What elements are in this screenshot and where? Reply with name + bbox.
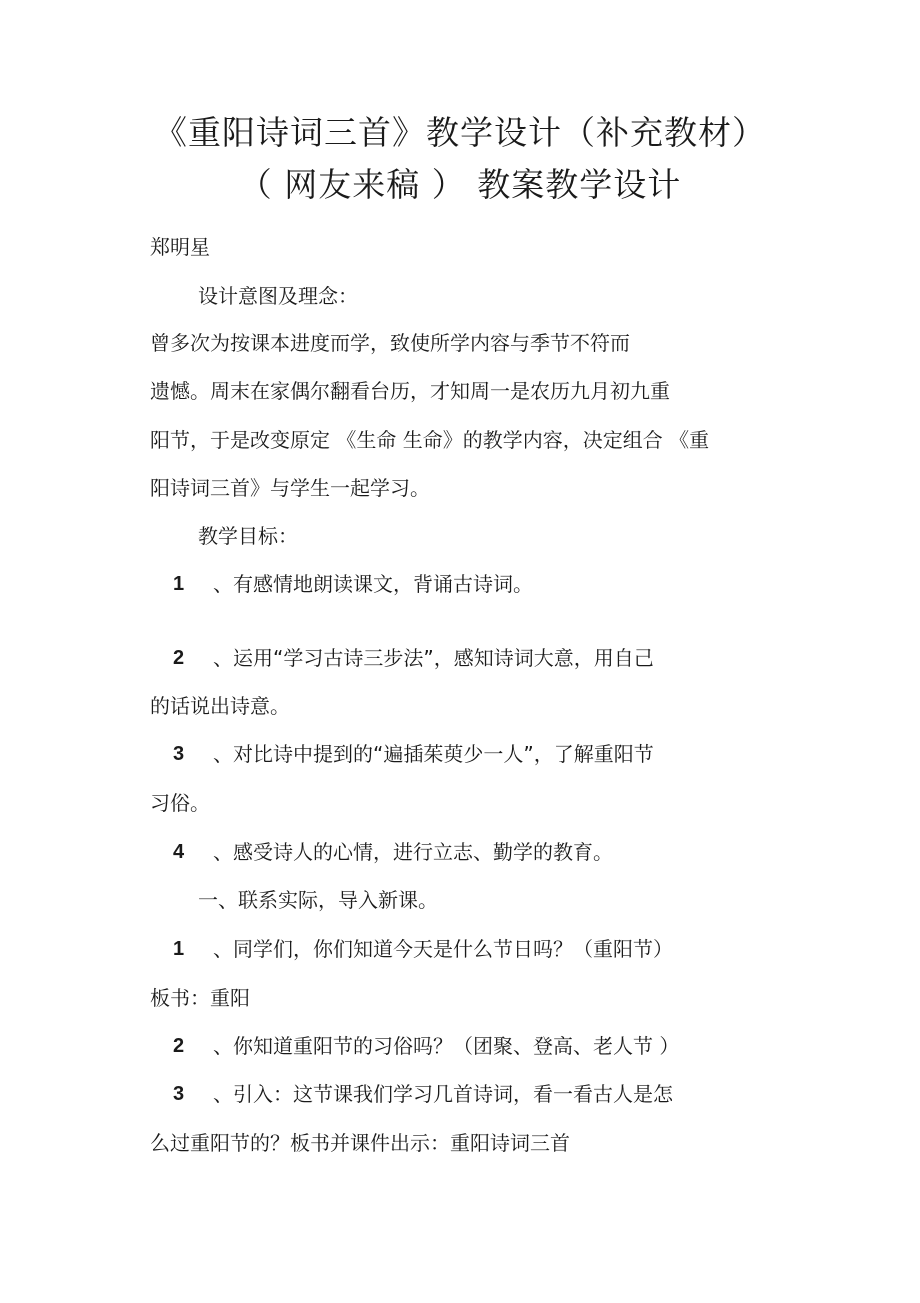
goal-number: 3 <box>173 743 185 765</box>
goal-text-continued: 的话说出诗意。 <box>150 694 290 718</box>
goal-text: 、对比诗中提到的“遍插茱萸少一人”，了解重阳节 <box>213 742 654 766</box>
goal-text: 、有感情地朗读课文，背诵古诗词。 <box>213 572 533 596</box>
step-text: 、同学们，你们知道今天是什么节日吗？（重阳节） <box>213 937 673 961</box>
goal-text-continued: 习俗。 <box>150 791 210 815</box>
design-text-line: 阳诗词三首》与学生一起学习。 <box>150 476 430 500</box>
design-text-line: 阳节，于是改变原定 《生命 生命》的教学内容，决定组合 《重 <box>150 428 710 452</box>
step-number: 3 <box>173 1083 185 1105</box>
goal-number: 2 <box>173 647 185 669</box>
goal-number: 1 <box>173 573 185 595</box>
step-number: 1 <box>173 938 185 960</box>
step-text: 、你知道重阳节的习俗吗？（团聚、登高、老人节 ） <box>213 1034 680 1058</box>
goal-text: 、运用“学习古诗三步法”，感知诗词大意，用自己 <box>213 646 654 670</box>
step-text: 、引入：这节课我们学习几首诗词，看一看古人是怎 <box>213 1082 673 1106</box>
design-text-line: 遗憾。周末在家偶尔翻看台历，才知周一是农历九月初九重 <box>150 379 670 403</box>
section-heading: 一、联系实际，导入新课。 <box>198 888 438 912</box>
step-number: 2 <box>173 1035 185 1057</box>
design-heading: 设计意图及理念： <box>198 284 358 308</box>
author-name: 郑明星 <box>150 235 210 259</box>
step-text-continued: 板书：重阳 <box>150 986 250 1010</box>
goals-heading: 教学目标： <box>198 524 298 548</box>
step-text-continued: 么过重阳节的？板书并课件出示：重阳诗词三首 <box>150 1131 570 1155</box>
document-title-line-1: 《重阳诗词三首》教学设计（补充教材） <box>154 113 766 152</box>
document-title-line-2: （ 网友来稿 ） 教案教学设计 <box>238 165 682 204</box>
design-text-line: 曾多次为按课本进度而学，致使所学内容与季节不符而 <box>150 331 630 355</box>
goal-text: 、感受诗人的心情，进行立志、勤学的教育。 <box>213 840 613 864</box>
goal-number: 4 <box>173 841 185 863</box>
